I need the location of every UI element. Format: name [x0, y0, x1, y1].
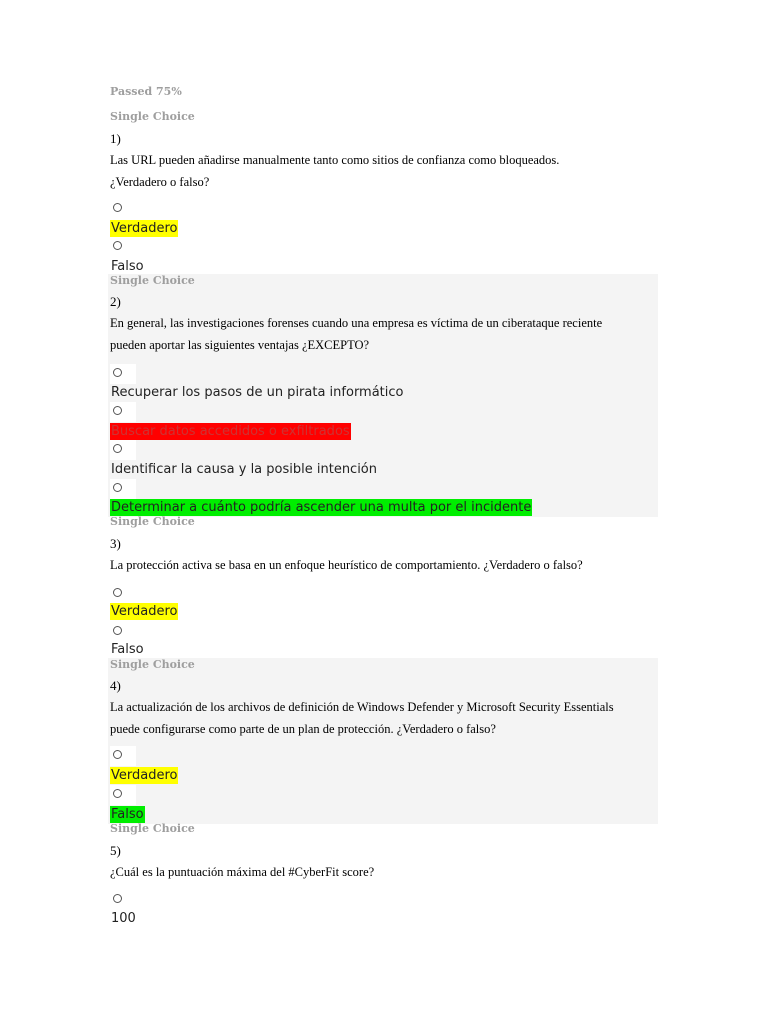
- question-type: Single Choice: [110, 515, 195, 528]
- radio-circle-icon: [113, 626, 122, 635]
- question-block-1: [108, 108, 658, 275]
- answer-radio[interactable]: [110, 785, 136, 805]
- answer-radio[interactable]: [110, 746, 136, 766]
- question-type: Single Choice: [110, 658, 195, 671]
- answer-radio[interactable]: [110, 440, 136, 460]
- question-number: 4): [110, 678, 121, 693]
- question-number: 3): [110, 536, 121, 551]
- answer-option: Determinar a cuánto podría ascender una multa por el incidente: [111, 500, 532, 515]
- answer-radio[interactable]: [110, 364, 136, 384]
- answer-radio[interactable]: [110, 237, 136, 257]
- question-text-line: La protección activa se basa en un enfoque heurístico de comportamiento. ¿Verdadero o falso?: [110, 558, 583, 572]
- radio-circle-icon: [113, 203, 122, 212]
- question-type: Single Choice: [110, 110, 195, 123]
- question-type: Single Choice: [110, 274, 195, 287]
- question-type: Single Choice: [110, 822, 195, 835]
- answer-option: 100: [111, 911, 136, 926]
- radio-circle-icon: [113, 894, 122, 903]
- radio-circle-icon: [113, 789, 122, 798]
- radio-circle-icon: [113, 241, 122, 250]
- radio-circle-icon: [113, 444, 122, 453]
- question-text-line: ¿Cuál es la puntuación máxima del #CyberFit score?: [110, 865, 375, 879]
- answer-radio[interactable]: [110, 622, 136, 642]
- question-text-line: puede configurarse como parte de un plan de protección. ¿Verdadero o falso?: [110, 722, 496, 736]
- answer-option: Buscar datos accedidos o exfiltrados: [111, 424, 350, 439]
- answer-option: Verdadero: [111, 221, 178, 236]
- question-text-line: ¿Verdadero o falso?: [110, 175, 210, 189]
- answer-radio[interactable]: [110, 890, 136, 910]
- radio-circle-icon: [113, 750, 122, 759]
- question-block-5: [108, 822, 658, 932]
- question-number: 2): [110, 294, 121, 309]
- question-block-3: [108, 515, 658, 658]
- answer-option: Identificar la causa y la posible intención: [111, 462, 378, 477]
- answer-radio[interactable]: [110, 402, 136, 422]
- question-text-line: En general, las investigaciones forenses cuando una empresa es víctima de un ciberataque reciente: [110, 316, 603, 330]
- radio-circle-icon: [113, 588, 122, 597]
- radio-circle-icon: [113, 406, 122, 415]
- question-block-4: [108, 658, 658, 824]
- question-text-line: La actualización de los archivos de definición de Windows Defender y Microsoft Security Essentials: [110, 700, 614, 714]
- answer-radio[interactable]: [110, 199, 136, 219]
- question-text-line: Las URL pueden añadirse manualmente tanto como sitios de confianza como bloqueados.: [110, 153, 560, 167]
- question-number: 5): [110, 843, 121, 858]
- answer-radio[interactable]: [110, 479, 136, 499]
- answer-option: Falso: [111, 642, 144, 657]
- answer-option: Falso: [111, 807, 144, 822]
- answer-option: Falso: [111, 259, 144, 274]
- answer-option: Verdadero: [111, 604, 178, 619]
- answer-radio[interactable]: [110, 584, 136, 604]
- question-number: 1): [110, 131, 121, 146]
- question-block-2: [108, 274, 658, 517]
- question-text-line: pueden aportar las siguientes ventajas ¿EXCEPTO?: [110, 338, 370, 352]
- radio-circle-icon: [113, 368, 122, 377]
- answer-option: Recuperar los pasos de un pirata informático: [111, 385, 404, 400]
- answer-option: Verdadero: [111, 768, 178, 783]
- quiz-status: Passed 75%: [110, 85, 182, 98]
- radio-circle-icon: [113, 483, 122, 492]
